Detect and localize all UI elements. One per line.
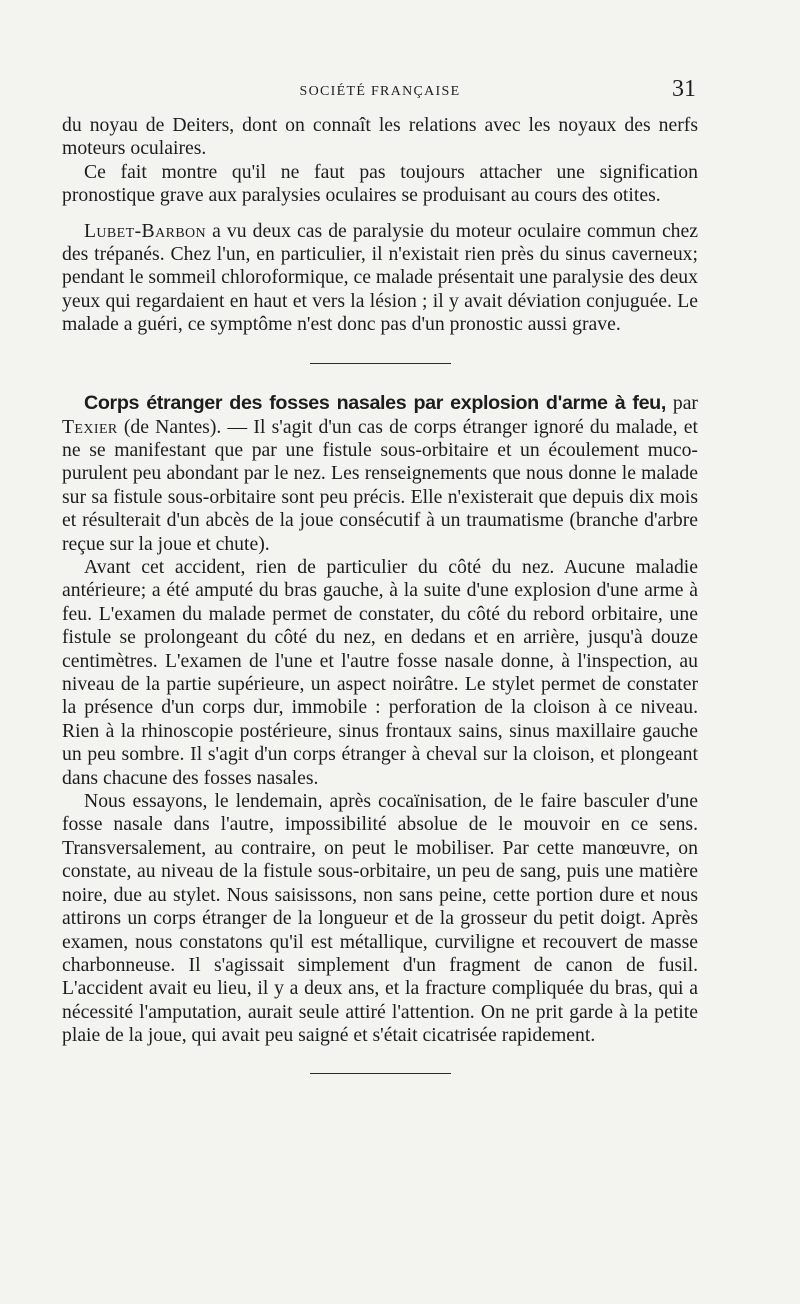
article-author: Texier <box>62 415 118 438</box>
running-head: SOCIÉTÉ FRANÇAISE <box>299 84 461 99</box>
article-by: par <box>665 392 698 415</box>
article-paragraph-3: Nous essayons, le lendemain, après cocaïnisation, de le faire basculer d'une fosse nasale dans l'autre, impossibilité absolue de le mouvoir en ce sens. Transversalement, au contraire, on peut le mobiliser. Par cette manœuvre, on constate, au niveau de la fistule sous-orbitaire, un peu de sang, puis une matière noire, due au stylet. Nous saisissons, non sans peine, cette portion dure et nous attirons un corps étranger de la longueur et de la grosseur du petit doigt. Après examen, nous constatons qu'il est métallique, curviligne et recouvert de masse charbonneuse. Il s'agissait simplement d'un fragment de canon de fusil. L'accident avait eu lieu, il y a deux ans, et la fracture compliquée du bras, qui a nécessité l'amputation, aurait seule attiré l'attention. On ne prit garde à la petite plaie de la joue, qui avait peu saigné et s'était cicatrisée rapidement. <box>62 790 698 1047</box>
page-header <box>62 74 698 114</box>
paragraph-text: a vu deux cas de paralysie du moteur oculaire commun chez des trépanés. Chez l'un, en particulier, il n'existait rien près du sinus caverneux; pendant le sommeil chloroformique, ce malade présentait une paralysie des deux yeux qui regardaient en haut et vers la lésion ; il y avait déviation conjuguée. Le malade a guéri, ce symptôme n'est donc pas d'un pronostic aussi grave. <box>62 219 698 336</box>
page <box>62 74 698 1074</box>
page-number: 31 <box>672 76 696 102</box>
paragraph-gap <box>62 208 698 220</box>
section-divider <box>310 363 451 365</box>
article-title: Corps étranger des fosses nasales par explosion d'arme à feu, <box>84 392 666 415</box>
article-intro <box>62 392 698 556</box>
section-divider-bottom <box>310 1073 451 1075</box>
paragraph-continuation: du noyau de Deiters, dont on connaît les relations avec les noyaux des nerfs moteurs oculaires. <box>62 114 698 160</box>
article-paragraph-2: Avant cet accident, rien de particulier du côté du nez. Aucune maladie antérieure; a été amputé du bras gauche, à la suite d'une explosion d'une arme à feu. L'examen du malade permet de constater, du côté du rebord orbitaire, une fistule se prolongeant du côté du nez, en dedans et en arrière, jusqu'à douze centimètres. L'examen de l'une et l'autre fosse nasale donne, à l'inspection, au niveau de la partie supérieure, un aspect noirâtre. Le stylet permet de constater la présence d'un corps dur, immobile : perforation de la cloison à ce niveau. Rien à la rhinoscopie postérieure, sinus frontaux sains, sinus maxillaire gauche un peu sombre. Il s'agit d'un corps étranger à cheval sur la cloison, et plongeant dans chacune des fosses nasales. <box>62 556 698 789</box>
paragraph-lubet-barbon <box>62 220 698 337</box>
author-name: Lubet-Barbon <box>84 219 207 242</box>
article-text: (de Nantes). — Il s'agit d'un cas de corps étranger ignoré du malade, et ne se manifestant que par une fistule sous-orbitaire et un écoulement muco-purulent peu abondant par le nez. Les renseignements que nous donne le malade sur sa fistule sous-orbitaire sont peu précis. Elle n'existerait que depuis dix mois et résulterait d'un abcès de la joue consécutif à un traumatisme (branche d'arbre reçue sur la joue et chute). <box>62 415 698 555</box>
paragraph-prognosis: Ce fait montre qu'il ne faut pas toujours attacher une signification pronostique grave aux paralysies oculaires se produisant au cours des otites. <box>62 160 698 207</box>
